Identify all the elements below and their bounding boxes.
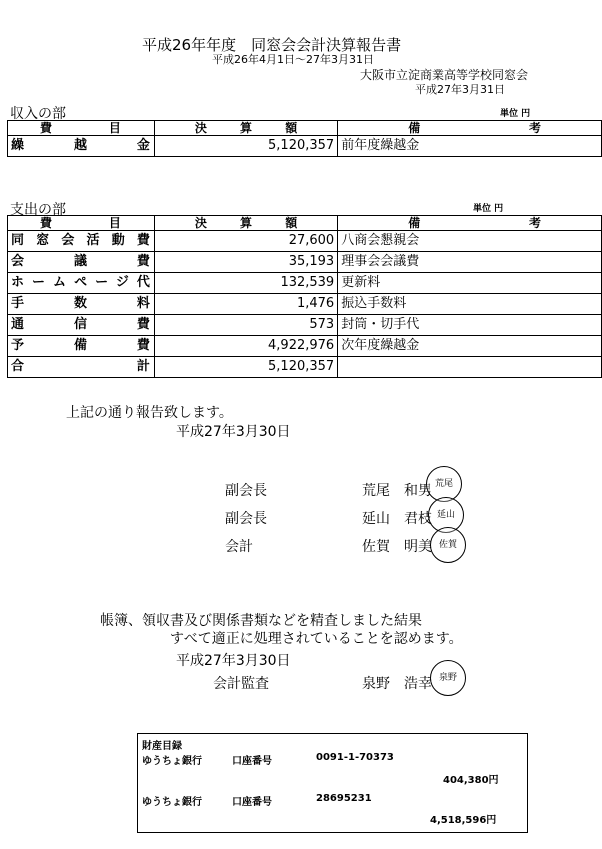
- income-note: 前年度繰越金: [338, 136, 602, 157]
- expense-amount: 27,600: [154, 231, 337, 252]
- expense-note: 更新料: [338, 273, 602, 294]
- asset-inventory-title: 財産目録: [142, 741, 182, 752]
- auditor-name: 泉野 浩幸: [362, 676, 432, 692]
- expense-header-amount: 決算額: [154, 216, 337, 231]
- signatory-name: 荒尾 和男: [362, 483, 432, 499]
- document-title: 平成26年年度 同窓会会計決算報告書: [142, 36, 402, 54]
- expense-amount: 4,922,976: [154, 336, 337, 357]
- expense-item: ホームページ代: [8, 273, 155, 294]
- asset-account-label: 口座番号: [232, 756, 272, 767]
- table-row: [8, 336, 602, 357]
- asset-account-balance: 404,380円: [443, 775, 499, 786]
- income-header-amount: 決算額: [154, 121, 337, 136]
- income-header-row: [8, 121, 602, 136]
- expense-item: 通信費: [8, 315, 155, 336]
- expense-table: [7, 215, 602, 378]
- seal-stamp-icon: 泉野: [430, 660, 466, 696]
- signatory-role: 副会長: [225, 483, 267, 499]
- income-header-item: 費目: [8, 121, 155, 136]
- seal-stamp-icon: 佐賀: [430, 527, 466, 563]
- asset-account-number: 28695231: [316, 793, 372, 804]
- expense-item: 同窓会活動費: [8, 231, 155, 252]
- signatory-name: 延山 君枝: [362, 511, 432, 527]
- expense-item: 会議費: [8, 252, 155, 273]
- expense-header-item: 費目: [8, 216, 155, 231]
- expense-unit: 単位 円: [473, 204, 504, 214]
- income-section-title: 収入の部: [10, 106, 66, 122]
- table-row: [8, 273, 602, 294]
- audit-statement-line1: 帳簿、領収書及び関係書類などを精査しました結果: [100, 613, 422, 629]
- income-item: 繰越金: [8, 136, 155, 157]
- asset-account-label: 口座番号: [232, 797, 272, 808]
- income-unit: 単位 円: [500, 109, 531, 119]
- audit-date: 平成27年3月30日: [176, 653, 291, 669]
- organization-name: 大阪市立淀商業高等学校同窓会: [360, 68, 529, 82]
- expense-total-amount: 5,120,357: [154, 357, 337, 378]
- expense-total-label: 合計: [8, 357, 155, 378]
- asset-account-balance: 4,518,596円: [430, 815, 497, 826]
- report-statement-date: 平成27年3月30日: [176, 424, 291, 440]
- seal-stamp-icon: 荒尾: [426, 466, 462, 502]
- table-row: [8, 136, 602, 157]
- signatory-role: 副会長: [225, 511, 267, 527]
- expense-note: 振込手数料: [338, 294, 602, 315]
- table-row: [8, 315, 602, 336]
- income-table: [7, 120, 602, 157]
- report-date: 平成27年3月31日: [415, 83, 505, 96]
- expense-item: 予備費: [8, 336, 155, 357]
- expense-header-note: 備考: [338, 216, 602, 231]
- expense-note: 八商会懇親会: [338, 231, 602, 252]
- report-statement: 上記の通り報告致します。: [66, 405, 233, 421]
- asset-inventory-box: [137, 733, 528, 833]
- expense-amount: 573: [154, 315, 337, 336]
- signatory-role: 会計: [225, 539, 253, 555]
- table-row: [8, 231, 602, 252]
- expense-note: 理事会会議費: [338, 252, 602, 273]
- expense-amount: 132,539: [154, 273, 337, 294]
- income-amount: 5,120,357: [154, 136, 337, 157]
- income-header-note: 備考: [338, 121, 602, 136]
- total-row: [8, 357, 602, 378]
- expense-header-row: [8, 216, 602, 231]
- table-row: [8, 294, 602, 315]
- asset-account-number: 0091-1-70373: [316, 752, 394, 763]
- seal-stamp-icon: 延山: [428, 497, 464, 533]
- expense-item: 手数料: [8, 294, 155, 315]
- expense-amount: 35,193: [154, 252, 337, 273]
- auditor-role: 会計監査: [213, 676, 269, 692]
- expense-section-title: 支出の部: [10, 202, 66, 218]
- expense-total-note: [338, 357, 602, 378]
- audit-statement-line2: すべて適正に処理されていることを認めます。: [170, 631, 463, 647]
- expense-amount: 1,476: [154, 294, 337, 315]
- expense-note: 封筒・切手代: [338, 315, 602, 336]
- asset-bank-name: ゆうちょ銀行: [142, 756, 202, 767]
- table-row: [8, 252, 602, 273]
- expense-note: 次年度繰越金: [338, 336, 602, 357]
- fiscal-period: 平成26年4月1日～27年3月31日: [212, 53, 374, 66]
- asset-bank-name: ゆうちょ銀行: [142, 797, 202, 808]
- signatory-name: 佐賀 明美: [362, 539, 432, 555]
